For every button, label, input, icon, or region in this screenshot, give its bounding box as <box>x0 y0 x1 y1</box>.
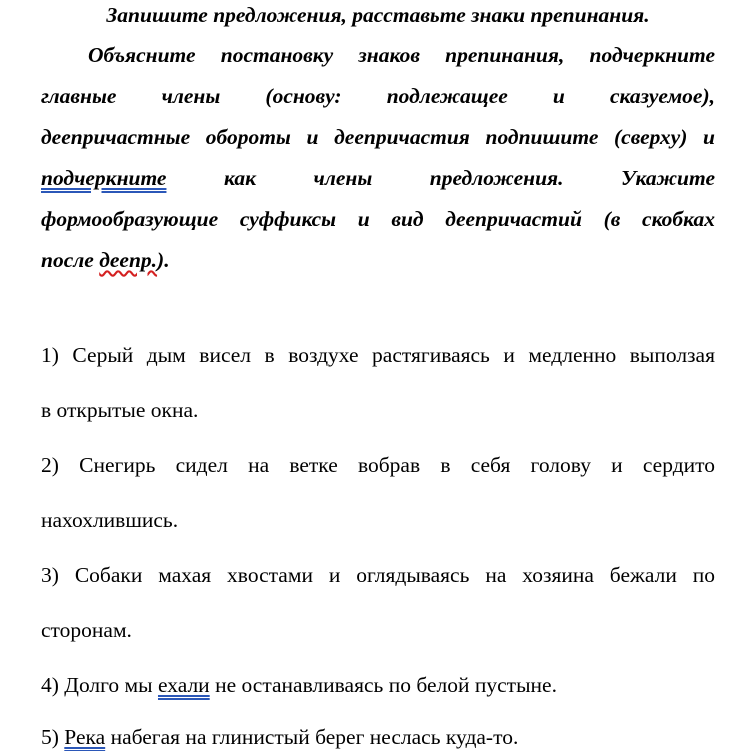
sentence-3-line-1: 3) Собаки махая хвостами и оглядываясь на хозяина бежали по <box>41 563 715 587</box>
spellcheck-underlined-word: подчеркните <box>41 166 167 190</box>
instruction-line-6 <box>41 247 715 273</box>
document-title: Запишите предложения, расставьте знаки препинания. <box>106 3 650 27</box>
sentence-3-line-2: сторонам. <box>41 618 132 642</box>
sentence-1-line-1: 1) Серый дым висел в воздухе растягиваясь и медленно выползая <box>41 343 715 367</box>
spellcheck-underlined-word: деепр. <box>99 248 158 272</box>
instruction-line-5: формообразующие суффиксы и вид деепричастий (в скобках <box>41 207 715 231</box>
sentence-text: 5) <box>41 725 65 749</box>
sentence-2-line-2: нахохлившись. <box>41 508 179 532</box>
sentence-2-line-1: 2) Снегирь сидел на ветке вобрав в себя голову и сердито <box>41 453 715 477</box>
instruction-text: после <box>41 248 100 272</box>
instruction-line-3: деепричастные обороты и деепричастия подпишите (сверху) и <box>41 125 715 149</box>
instruction-text: ). <box>157 248 170 272</box>
sentence-text: 4) Долго мы <box>41 673 158 697</box>
instruction-line-2: главные члены (основу: подлежащее и сказуемое), <box>41 84 715 108</box>
instruction-line-4 <box>41 165 715 191</box>
sentence-text: набегая на глинистый берег неслась куда-то. <box>105 725 519 749</box>
sentence-4 <box>41 672 715 698</box>
sentence-text: не останавливаясь по белой пустыне. <box>209 673 557 697</box>
sentence-5 <box>41 724 715 750</box>
spellcheck-underlined-word: ехали <box>157 673 210 697</box>
sentence-1-line-2: в открытые окна. <box>41 398 199 422</box>
spellcheck-underlined-word: Река <box>64 725 106 749</box>
instruction-line-1: Объясните постановку знаков препинания, подчеркните <box>88 43 715 67</box>
instruction-text: как члены предложения. Укажите <box>166 166 715 190</box>
